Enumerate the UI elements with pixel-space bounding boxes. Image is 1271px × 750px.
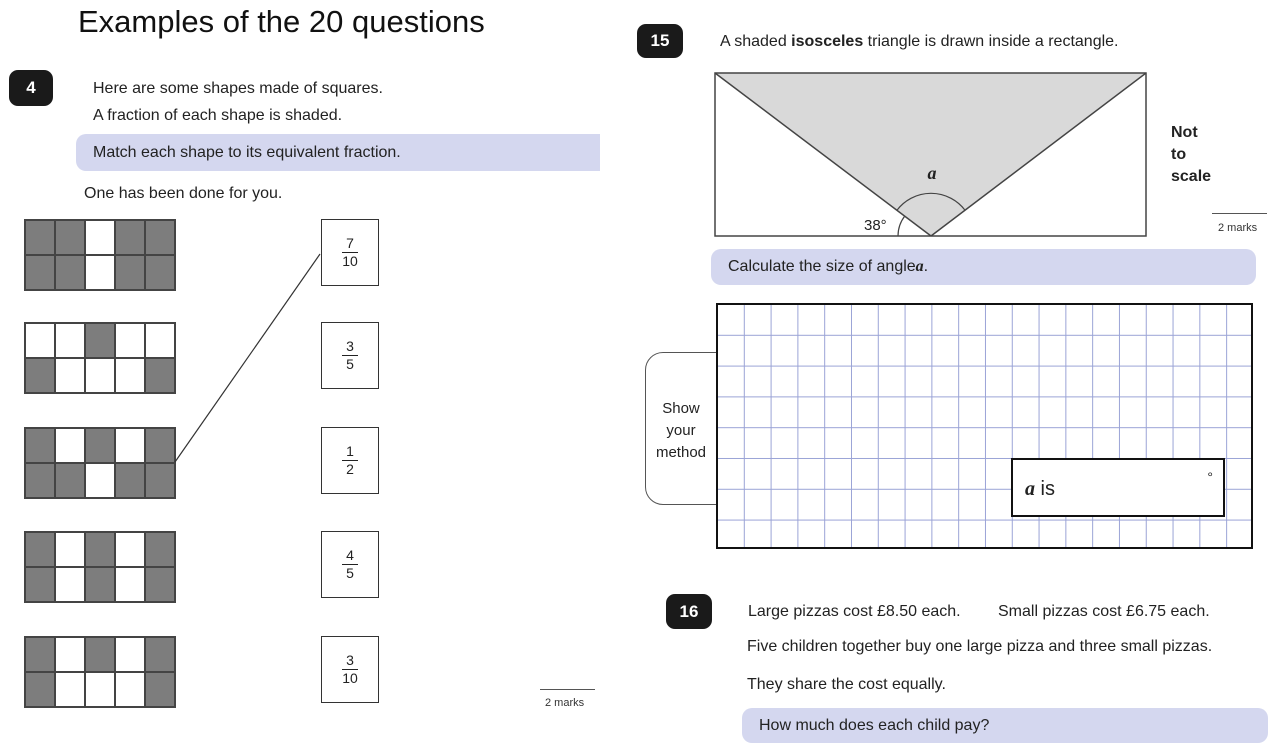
not-to-scale-line-3: scale (1171, 168, 1212, 185)
angle-a-label: a (927, 163, 937, 183)
page-title: Examples of the 20 questions (78, 4, 485, 39)
show-method-line-3: method (655, 444, 707, 461)
q15-instruction-post: . (923, 258, 929, 275)
show-method-line-1: Show (662, 400, 700, 417)
q4-intro-line-1: Here are some shapes made of squares. (93, 80, 383, 97)
q15-intro-pre: A shaded (720, 33, 792, 50)
fraction-denominator: 5 (346, 356, 354, 372)
q16-instruction-band (742, 708, 1268, 743)
question-number-badge: 4 (9, 70, 53, 106)
q15-marks-rule (1212, 213, 1267, 214)
q15-intro (720, 33, 1118, 51)
q4-marks: 2 marks (545, 697, 585, 709)
answer-var: a (1025, 478, 1035, 500)
q15-intro-bold: isosceles (791, 33, 864, 50)
show-method-label (650, 398, 712, 464)
q16-line-1a: Large pizzas cost £8.50 each. (748, 603, 961, 620)
fraction-numerator: 4 (346, 547, 354, 563)
q4-instruction: Match each shape to its equivalent fraction. (93, 143, 401, 161)
fraction-denominator: 5 (346, 565, 354, 581)
example-match-line (175, 254, 320, 462)
answer-box[interactable] (1011, 458, 1225, 517)
not-to-scale-line-1: Not (1171, 124, 1198, 141)
fraction-numerator: 3 (346, 338, 354, 354)
q16-line-2: Five children together buy one large pizza and three small pizzas. (747, 638, 1213, 655)
show-method-line-2: your (666, 422, 696, 439)
not-to-scale-label (1171, 122, 1211, 188)
fraction-denominator: 2 (346, 461, 354, 477)
fraction-numerator: 3 (346, 652, 354, 668)
fraction-denominator: 10 (342, 253, 358, 269)
q16-line-3: They share the cost equally. (747, 676, 946, 693)
q4-intro-line-2: A fraction of each shape is shaded. (93, 107, 343, 124)
q15-marks: 2 marks (1218, 222, 1258, 234)
q15-instruction-pre: Calculate the size of angle (728, 258, 916, 275)
q16-line-1b: Small pizzas cost £6.75 each. (998, 603, 1210, 620)
q15-intro-post: triangle is drawn inside a rectangle. (863, 33, 1119, 50)
q15-instruction-band (711, 249, 1256, 285)
fraction-numerator: 7 (346, 235, 354, 251)
angle-38-arc (898, 216, 905, 236)
question-number-badge: 16 (666, 594, 712, 629)
not-to-scale-line-2: to (1171, 146, 1187, 163)
question-number-badge: 15 (637, 24, 683, 58)
q15-instruction-var: a (915, 258, 924, 275)
angle-38-label: 38° (864, 217, 887, 234)
shaded-isosceles-triangle (715, 73, 1146, 236)
fraction-numerator: 1 (346, 443, 354, 459)
q16-instruction: How much does each child pay? (759, 716, 990, 734)
answer-unit: ° (1207, 469, 1213, 485)
triangle-diagram (712, 70, 1150, 240)
answer-label (1025, 478, 1055, 501)
fraction-denominator: 10 (342, 670, 358, 686)
answer-text: is (1035, 478, 1055, 500)
q4-note: One has been done for you. (84, 185, 283, 202)
q4-marks-rule (540, 689, 595, 690)
